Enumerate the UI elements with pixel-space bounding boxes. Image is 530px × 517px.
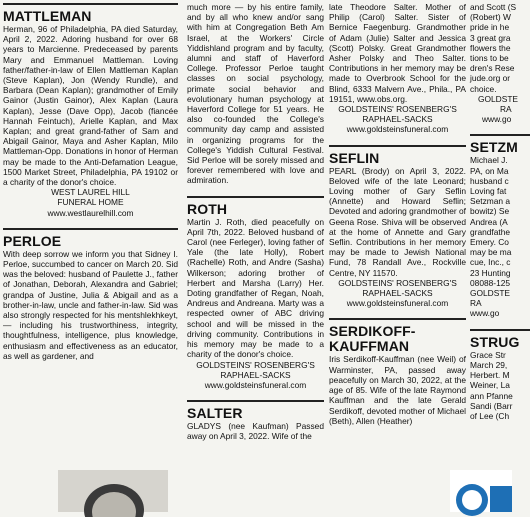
- divider: [329, 318, 466, 320]
- obituary-name-perloe: PERLOE: [3, 232, 62, 249]
- obituary-text-line: Herbert. M: [470, 370, 510, 381]
- funeral-home-type: RAPHAEL-SACKS: [362, 288, 433, 299]
- obituary-body-perloe: With deep sorrow we inform you that Sidney I. Perloe, succumbed to cancer on March 20. Sid was the beloved: husband of Paulette J., father of Jonathan, Deborah, Alexandra and Gabriel; grandpa of Justine, Julia & Abigail and as a brother-in-law, uncle and father-in-law. Sid was also strongly respected for his mentshlekhkeyt, — including his trustworthiness, integrity, thoughtfulness, intelligence, plus knowledge, enthusiasm and effectiveness as an educator, as well as gardener, and: [3, 248, 178, 361]
- column-2: [187, 0, 324, 442]
- logo-image: [450, 470, 512, 512]
- obituary-text-line: Michael J.: [470, 155, 508, 166]
- obituary-text-line: March 29,: [470, 359, 508, 370]
- divider: [3, 228, 178, 230]
- funeral-home-website: www.goldsteinsfuneral.com: [346, 124, 449, 135]
- obituary-text-line: jude.org or: [470, 73, 511, 84]
- portrait-image: [58, 470, 168, 512]
- obituary-name-serdikoff-line2: KAUFFMAN: [329, 338, 410, 355]
- portrait-photo: [58, 470, 168, 512]
- column-3: [329, 0, 466, 426]
- obituary-text-line: 23 Hunting: [470, 267, 511, 278]
- obituary-text-line: Sandi (Barr: [470, 400, 513, 411]
- obituary-text-line: GOLDSTE: [470, 288, 511, 299]
- funeral-home-type: FUNERAL HOME: [57, 197, 124, 208]
- obituary-text-line: Andrea (A: [470, 216, 508, 227]
- obituary-text-line: www.go: [470, 308, 500, 319]
- divider: [187, 196, 324, 198]
- logo-graphic: [450, 470, 512, 512]
- obituary-text-line: and Scott (S: [470, 2, 517, 12]
- funeral-home-website: www.goldsteinsfuneral.com: [204, 379, 307, 390]
- obituary-text-line: Weiner, La: [470, 380, 510, 391]
- column-1: [3, 0, 178, 361]
- obituary-text-line: choice.: [470, 83, 497, 94]
- funeral-home-name: GOLDSTEINS' ROSENBERG'S: [196, 359, 315, 370]
- obituary-body-salter: GLADYS (nee Kaufman) Passed away on April 3, 2022. Wife of the: [187, 421, 324, 442]
- funeral-home-name: GOLDSTEINS' ROSENBERG'S: [338, 104, 457, 115]
- obituary-name-roth: ROTH: [187, 200, 228, 217]
- obituary-body-serdikoff: Iris Serdikoff-Kauffman (nee Weil) of Warminster, PA, passed away peacefully on March 30, 2022, at the age of 85. Wife of the late Raymond Kauffman and the late Gerald Serdikoff, devoted mother of Michael (Beth), Allen (Heather): [329, 354, 466, 426]
- column-4: [470, 0, 530, 421]
- obituary-fragment-setzman: [470, 155, 530, 318]
- obituary-text-line: may be ma: [470, 247, 512, 258]
- funeral-home-name: GOLDSTE: [478, 93, 519, 104]
- obituary-text-line: 3 great gra: [470, 32, 511, 43]
- divider: [3, 3, 178, 5]
- obituary-text-line: flowers the: [470, 42, 511, 53]
- funeral-home-type: RAPHAEL-SACKS: [362, 114, 433, 125]
- obituary-text-line: bowitz) Se: [470, 206, 510, 217]
- obituary-name-serdikoff-line1: SERDIKOFF-: [329, 323, 416, 340]
- obituary-body-perloe-cont: much more — by his entire family, and by all who knew and/or sang with him at Congregation Beth Am Israel, at the Workers' Circle Yiddishland program and by faculty, alumni and staff of Haverford College. Professor Perloe taught classes on social psychology, primate social behavior and evolutionary human psychology at Haverford College for 51 years. He also co-founded the College's community day camp and assisted in organizing programs for the College's Yiddish Cultural Festival. Sid Perloe will be sorely missed and forever remembered with love and admiration.: [187, 2, 324, 186]
- obituary-text-line: pride in he: [470, 22, 510, 33]
- funeral-home-type: RAPHAEL-SACKS: [220, 369, 291, 380]
- obituary-text-line: dren's Rese: [470, 63, 515, 74]
- obituary-text-line: husband c: [470, 175, 509, 186]
- obituary-name-mattleman: MATTLEMAN: [3, 8, 92, 24]
- divider: [470, 134, 530, 136]
- obituary-text-line: PA, on Ma: [470, 165, 509, 176]
- funeral-home-website: www.westlaurelhill.com: [47, 207, 134, 218]
- obituary-body-mattleman: Herman, 96 of Philadelphia, PA died Saturday, April 2, 2022. Adoring husband for over 68 years to Marcienne. Predeceased by parents Mary and Emmanuel Mattleman. Loving father/father-in-law of Ellen Mattleman Kaplan (Steve Kaplan), Jon (Wendy Rundle), and Barbara (Dean Kaplan); grandmother of Emily Gainor (Justin Gainor), Alex Kaplan (Laura Kaplan), Jesse (Dave Opp), Jacob (fiancée Hannah Feintuch), Arielle Kaplan, and Max Kaplan; and great grand-father of Sam and Abigail Gainor, Maya and Asher Kaplan, Milo Mattleman-Opp. Donations in honor of Herman may be made to the Anti-Defamation League, 1500 Market Street, Philadelphia, PA 19102 or a charity of the donor's choice.: [3, 24, 178, 188]
- obituary-fragment-top: [470, 2, 530, 94]
- obituary-text-line: (Robert) W: [470, 12, 511, 23]
- obituary-text-line: Emery. Co: [470, 237, 509, 248]
- obituary-text-line: RA: [470, 298, 482, 309]
- obituary-text-line: ann Pfanne: [470, 390, 513, 401]
- obituary-body-salter-cont: late Theodore Salter. Mother of Philip (Carol) Salter. Sister of Bernice Faegenburg. Grandmother of Adam (Julie) Salter and Jessica (Scott) Polsky. Great Grandmother Asher Polsky and Theo Salter. Contributions in her memory may be made to Overbrook School for the Blind, 6333 Malvern Ave., Phila., PA 19151, www.obs.org.: [329, 2, 466, 104]
- divider: [187, 400, 324, 402]
- funeral-home-website: www.goldsteinsfuneral.com: [346, 298, 449, 309]
- obituary-fragment-strug: [470, 350, 530, 421]
- funeral-home-type: RA: [500, 104, 512, 115]
- obituary-text-line: 08088-125: [470, 277, 511, 288]
- obituary-body-roth: Martin J. Roth, died peacefully on April 7th, 2022. Beloved husband of Carol (nee Ferleger), loving father of Yale (the late Holly), Robert (Rachelle) Roth, and Andre (Sasha) Wilkerson; adoring brother of Herbert and Marsha (Larry) Her. Doting grandfather of Regan, Noah, Andreus and Andreana. Marty was a respected owner of ABC driving school and will be missed in the driving community. Contributions in his memory may be made to a charity of the donor's choice.: [187, 216, 324, 360]
- obituary-text-line: Loving fat: [470, 186, 507, 197]
- obituary-name-strug: STRUG: [470, 333, 520, 350]
- obituary-body-seflin: PEARL (Brody) on April 3, 2022. Beloved wife of the late Leonard; Loving mother of Gary Seflin (Annette) and Howard Seflin; Devoted and adoring grandmother of Geena Rose. Shiva will be observed at the home of Annette and Gary Seflin. Contributions in her memory may be made to Jewish National Fund, 78 Randall Ave., Rockville Centre, NY 11570.: [329, 165, 466, 278]
- divider: [470, 329, 530, 331]
- funeral-home-name: GOLDSTEINS' ROSENBERG'S: [338, 277, 457, 288]
- obituary-name-seflin: SEFLIN: [329, 149, 380, 166]
- obituary-name-salter: SALTER: [187, 405, 243, 422]
- obituary-text-line: Setzman a: [470, 196, 511, 207]
- obituary-text-line: grandfathe: [470, 226, 511, 237]
- obituary-name-setzman: SETZM: [470, 139, 518, 156]
- divider: [329, 145, 466, 147]
- obituary-text-line: cue, Inc., c: [470, 257, 511, 268]
- obituary-text-line: tions to be: [470, 53, 509, 64]
- obituary-text-line: of Lee (Ch: [470, 410, 510, 421]
- funeral-home-website: www.go: [482, 114, 512, 125]
- obituary-text-line: Grace Str: [470, 349, 506, 360]
- funeral-home-name: WEST LAUREL HILL: [51, 187, 130, 198]
